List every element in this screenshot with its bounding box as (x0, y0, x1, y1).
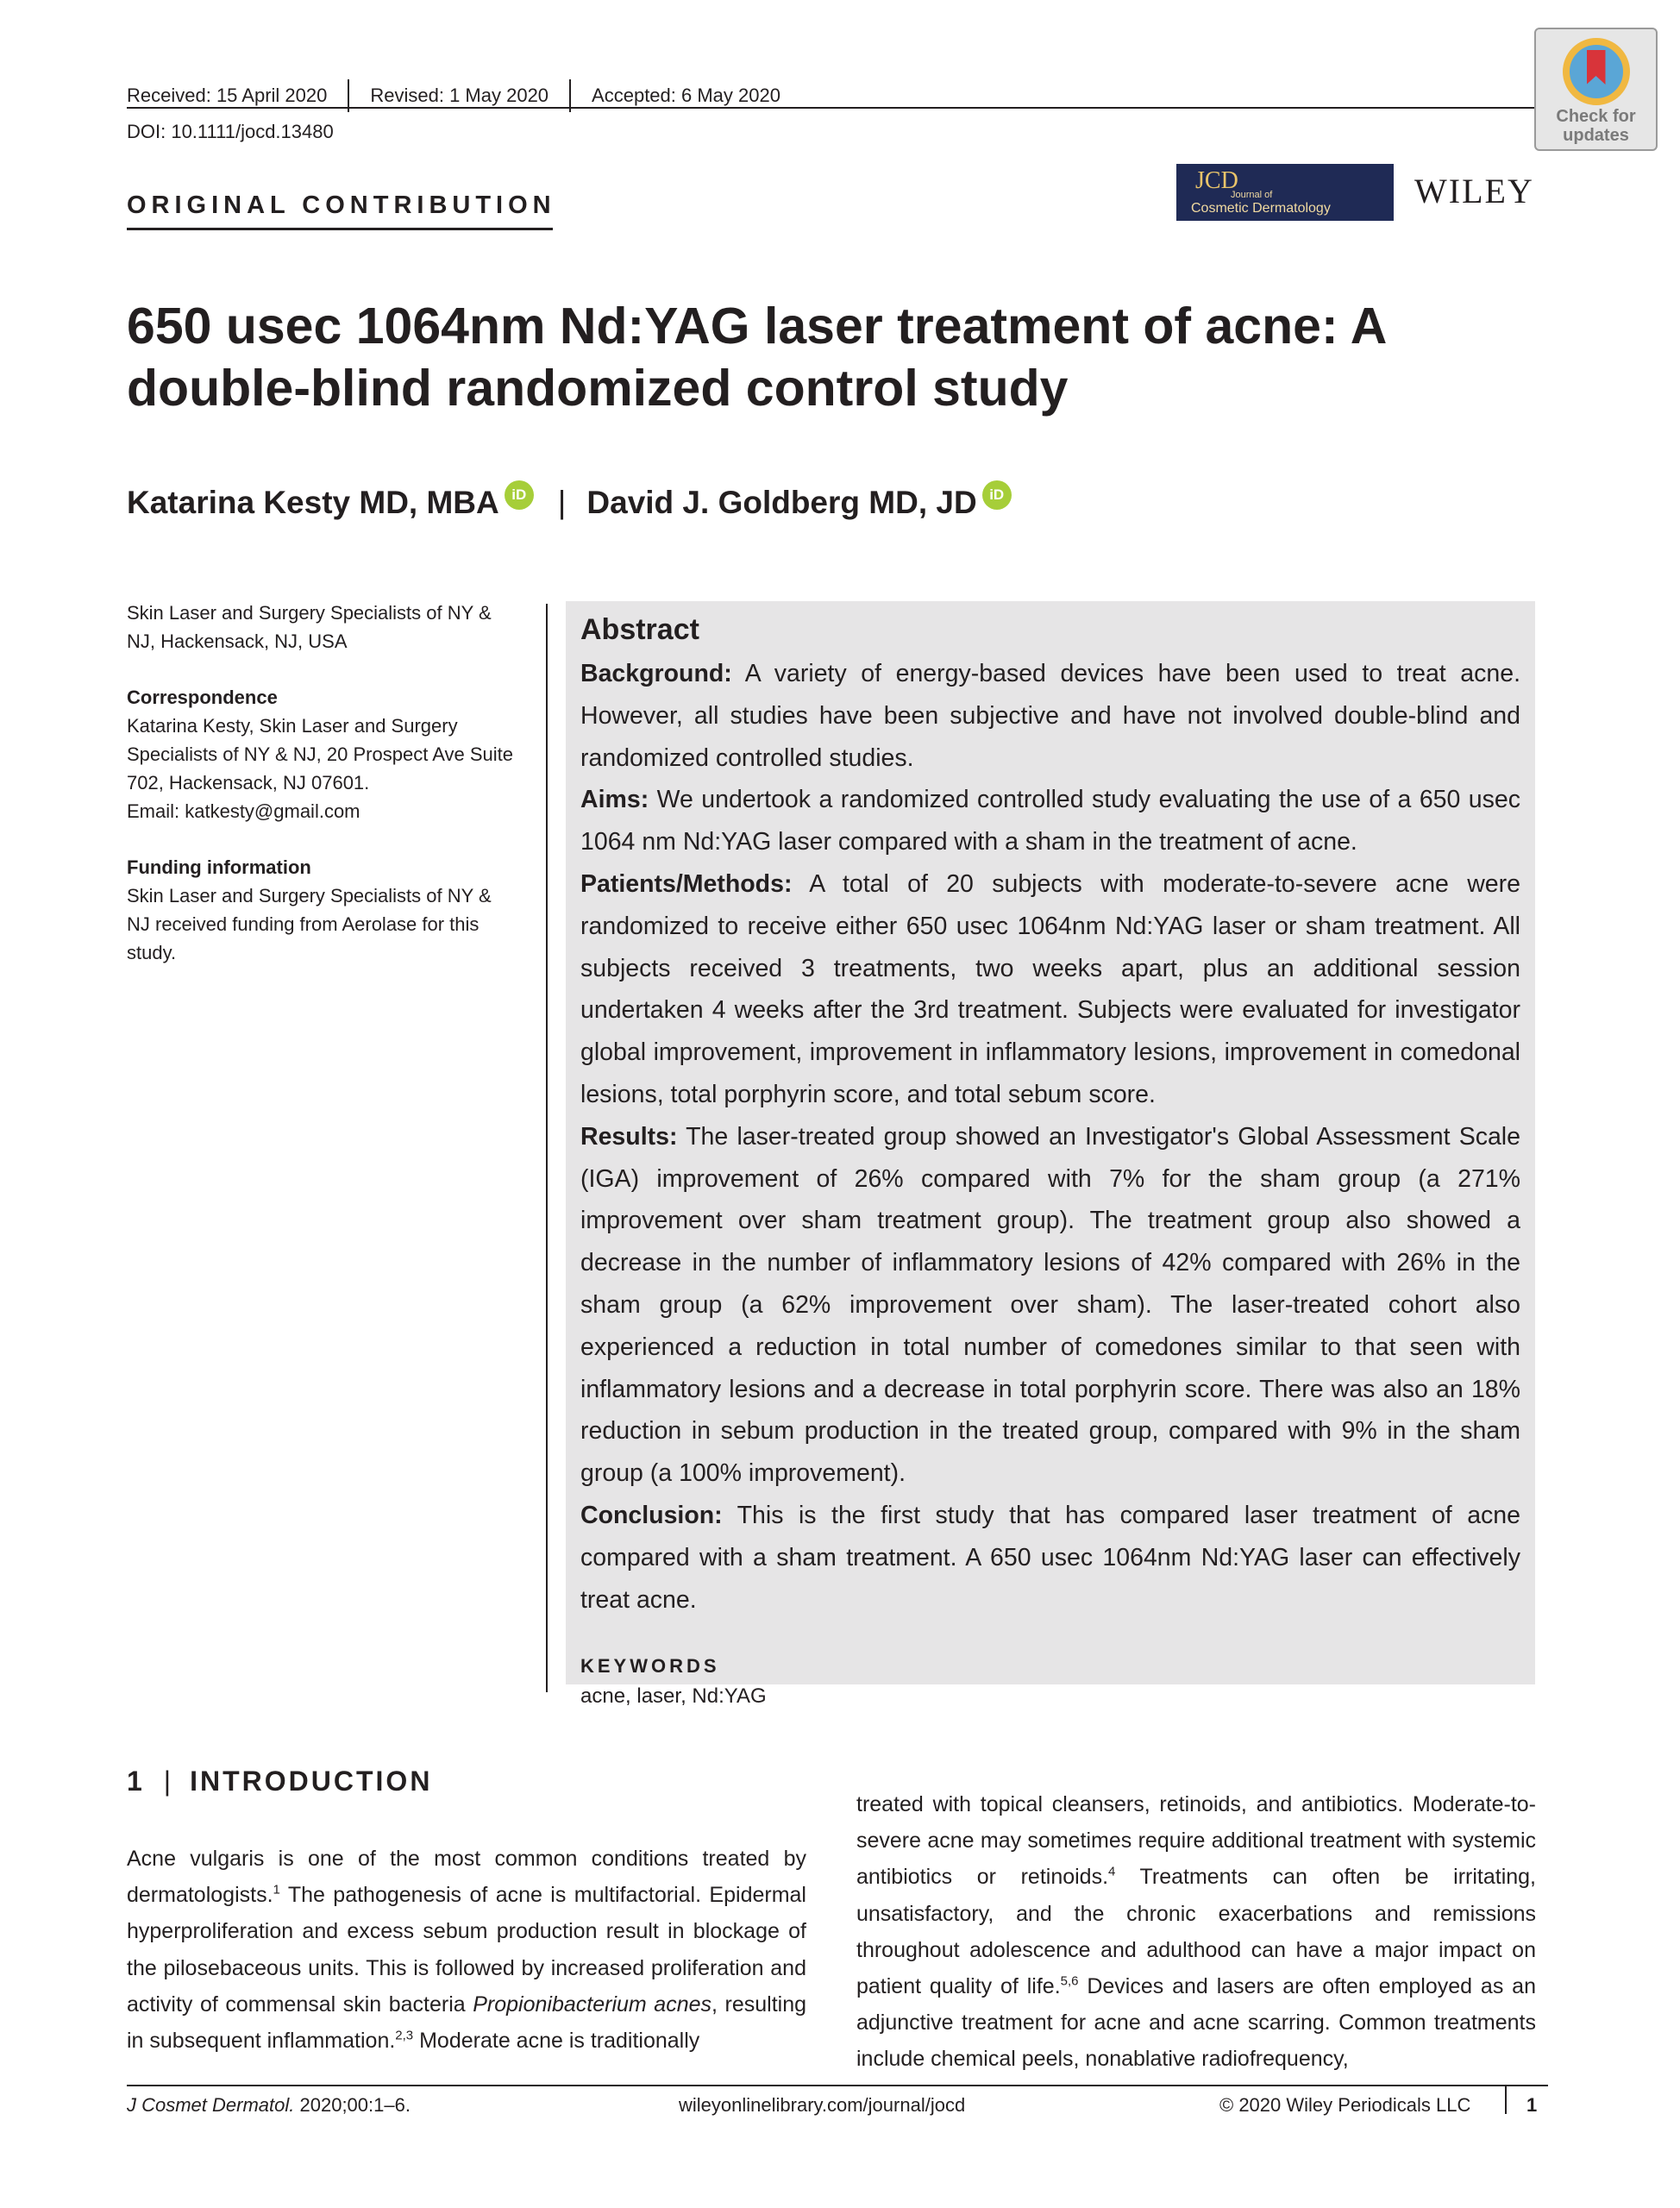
abstract-results (580, 1116, 1520, 1495)
publisher-logo[interactable]: WILEY (1414, 172, 1534, 210)
conclusion-label: Conclusion: (580, 1501, 723, 1529)
author-2[interactable]: David J. Goldberg MD, JD (586, 485, 977, 520)
intro-text: , resulting in subsequent inflammation. (127, 1992, 807, 2054)
conclusion-text: This is the first study that has compared laser treatment of acne compared with a sham treatment. A 650 usec 1064nm Nd:YAG laser can effectively treat acne. (580, 1501, 1521, 1614)
author-separator: | (557, 485, 567, 520)
article-title: 650 usec 1064nm Nd:YAG laser treatment of acne: A double-blind randomized control study (127, 298, 1386, 417)
check-updates-line1: Check for (1556, 107, 1636, 126)
correspondence-email[interactable]: Email: katkesty@gmail.com (127, 800, 360, 822)
orcid-icon[interactable]: iD (505, 480, 534, 510)
correspondence-heading: Correspondence (127, 687, 278, 708)
background-text: A variety of energy-based devices have been used to treat acne. However, all studies have been subjective and have not involved double-blind and randomized controlled studies. (580, 660, 1520, 772)
section-label-rule (127, 228, 553, 230)
abstract-methods (580, 863, 1520, 1116)
revised-date: Revised: 1 May 2020 (370, 85, 549, 106)
intro-left-column (127, 1841, 806, 2059)
page-number: 1 (1526, 2094, 1538, 2116)
abstract-aims (580, 779, 1520, 863)
intro-text: Treatments can often be irritating, unsatisfactory, and the chronic exacerbations and remissions throughout adolescence and adulthood can have a major impact on patient quality of life. (856, 1865, 1537, 1999)
author-1[interactable]: Katarina Kesty MD, MBA (127, 485, 499, 520)
check-for-updates-button[interactable] (1534, 28, 1658, 151)
aims-text: We undertook a randomized controlled study evaluating the use of a 650 usec 1064 nm Nd:YAG laser compared with a sham in the treatment of acne. (580, 786, 1520, 856)
check-updates-line2: updates (1563, 126, 1629, 145)
species-name: Propionibacterium acnes (473, 1992, 712, 2017)
affiliation: Skin Laser and Surgery Specialists of NY & NJ, Hackensack, NJ, USA (127, 602, 492, 652)
intro-text: Acne vulgaris is one of the most common conditions treated by dermatologists. (127, 1847, 806, 1908)
reference-link[interactable]: 4 (1108, 1865, 1116, 1880)
journal-url-link[interactable]: wileyonlinelibrary.com/journal/jocd (679, 2094, 966, 2116)
footer-rule (127, 2085, 1548, 2086)
results-label: Results: (580, 1122, 678, 1151)
section-number: 1 (127, 1766, 145, 1797)
journal-abbr: JCD (1195, 167, 1238, 194)
intro-text: Devices and lasers are often employed as an adjunctive treatment for acne and acne scarring. Common treatments include chemical peels, nonablative radiofrequency, (856, 1974, 1536, 2072)
footer-divider (1505, 2085, 1507, 2114)
introduction-heading (127, 1766, 432, 1797)
check-updates-label (1536, 107, 1656, 145)
background-label: Background: (580, 660, 732, 687)
author-list (127, 485, 1012, 521)
reference-link[interactable]: 1 (273, 1882, 280, 1898)
keywords-text: acne, laser, Nd:YAG (580, 1684, 767, 1709)
intro-text: Moderate acne is traditionally (413, 2029, 700, 2054)
section-title: INTRODUCTION (190, 1766, 433, 1797)
reference-link[interactable]: 5,6 (1060, 1973, 1079, 1989)
footer-citation (127, 2094, 411, 2117)
abstract-body (580, 653, 1520, 1621)
journal-name: Cosmetic Dermatology (1191, 201, 1331, 216)
journal-logo[interactable] (1176, 164, 1394, 221)
affiliations-column (127, 599, 515, 967)
funding-text: Skin Laser and Surgery Specialists of NY & NJ received funding from Aerolase for this study. (127, 885, 492, 963)
received-date: Received: 15 April 2020 (127, 85, 328, 106)
intro-right-column (856, 1786, 1536, 2078)
abstract-conclusion (580, 1495, 1520, 1621)
correspondence-text: Katarina Kesty, Skin Laser and Surgery Specialists of NY & NJ, 20 Prospect Ave Suite 702, Hackensack, NJ 07601. (127, 715, 513, 794)
section-label: ORIGINAL CONTRIBUTION (127, 191, 556, 219)
results-text: The laser-treated group showed an Investigator's Global Assessment Scale (IGA) improvement of 26% compared with 7% for the sham group (a 271% improvement over sham treatment group). The treatment group also showed a decrease in the number of inflammatory lesions of 42% compared with 26% in the sham group (a 62% improvement over sham). The laser-treated cohort also experienced a reduction in total number of comedones similar to that seen with inflammatory lesions and a decrease in total porphyrin score. There was also an 18% reduction in sebum production in the treated group, compared with 9% in the sham group (a 100% improvement). (580, 1122, 1520, 1488)
aims-label: Aims: (580, 786, 649, 814)
accepted-date: Accepted: 6 May 2020 (592, 85, 780, 106)
reference-link[interactable]: 2,3 (395, 2028, 414, 2043)
abstract-heading: Abstract (580, 613, 699, 646)
methods-label: Patients/Methods: (580, 869, 793, 898)
intro-text: treated with topical cleansers, retinoids, and antibiotics. Moderate-to-severe acne may sometimes require additional treatment with systemic antibiotics or retinoids. (856, 1792, 1536, 1890)
funding-heading: Funding information (127, 856, 311, 878)
journal-of: Journal of (1231, 190, 1273, 200)
header-rule (127, 107, 1548, 109)
heading-separator: | (163, 1766, 172, 1797)
methods-text: A total of 20 subjects with moderate-to-severe acne were randomized to receive either 650 usec 1064nm Nd:YAG laser or sham treatment. All subjects received 3 treatments, two weeks apart, plus an additional session undertaken 4 weeks after the 3rd treatment. Subjects were evaluated for investigator global improvement, improvement in inflammatory lesions, improvement in comedonal lesions, total porphyrin score, and total sebum score. (580, 869, 1520, 1108)
journal-citation: J Cosmet Dermatol. (127, 2094, 295, 2116)
abstract-background (580, 653, 1520, 779)
orcid-icon[interactable]: iD (982, 480, 1012, 510)
copyright: © 2020 Wiley Periodicals LLC (1219, 2094, 1471, 2116)
bookmark-icon (1563, 38, 1630, 105)
intro-text: The pathogenesis of acne is multifactorial. Epidermal hyperproliferation and excess sebum production result in blockage of the pilosebaceous units. This is followed by increased proliferation and activity of commensal skin bacteria (127, 1883, 806, 2017)
abstract-box (566, 601, 1535, 1709)
citation-detail: 2020;00:1–6. (294, 2094, 411, 2116)
column-divider (546, 604, 548, 1692)
doi: DOI: 10.1111/jocd.13480 (127, 121, 334, 142)
keywords-label: KEYWORDS (580, 1655, 720, 1678)
